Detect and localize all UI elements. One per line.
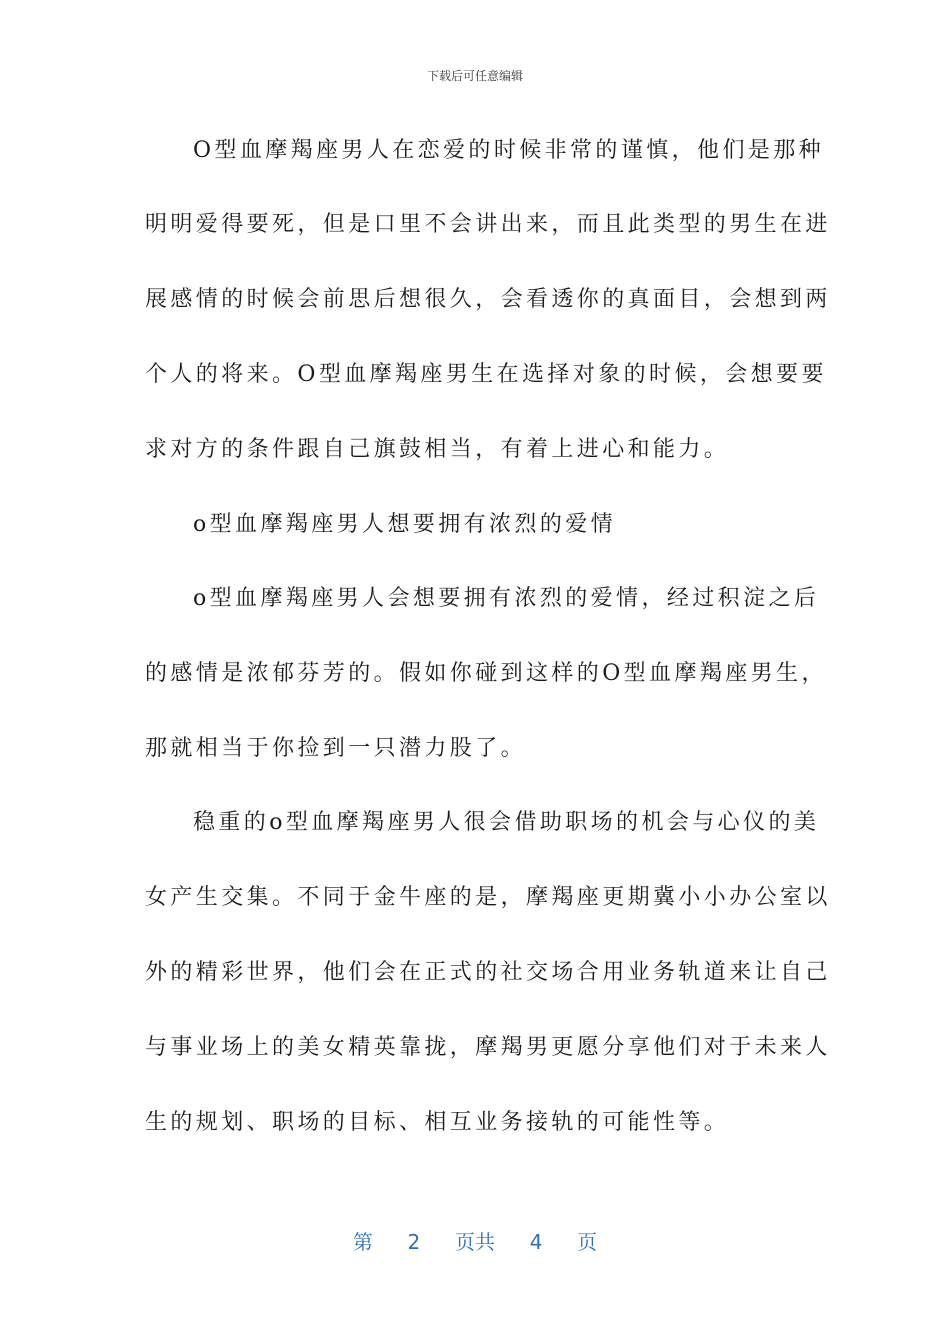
paragraph-1-line-4: 个人的将来。O型血摩羯座男生在选择对象的时候，会想要要 <box>145 362 827 387</box>
footer-total-pages: 4 <box>529 1230 543 1254</box>
paragraph-2-line-3: 那就相当于你捡到一只潜力股了。 <box>145 736 527 761</box>
paragraph-2-line-2: 的感情是浓郁芬芳的。假如你碰到这样的O型血摩羯座男生， <box>145 661 827 686</box>
paragraph-3-line-1: 稳重的o型血摩羯座男人很会借助职场的机会与心仪的美 <box>193 810 820 835</box>
paragraph-3-line-4: 与事业场上的美女精英靠拢，摩羯男更愿分享他们对于未来人 <box>145 1035 831 1060</box>
footer-suffix: 页 <box>577 1230 598 1254</box>
paragraph-2-line-1: o型血摩羯座男人会想要拥有浓烈的爱情，经过积淀之后 <box>193 586 820 611</box>
paragraph-1-line-3: 展感情的时候会前思后想很久，会看透你的真面目，会想到两 <box>145 287 831 312</box>
paragraph-3-line-3: 外的精彩世界，他们会在正式的社交场合用业务轨道来让自己 <box>145 960 831 985</box>
footer-middle: 页共 <box>455 1230 495 1254</box>
paragraph-1-line-1: O型血摩羯座男人在恋爱的时候非常的谨慎，他们是那种 <box>193 138 825 163</box>
header-note: 下载后可任意编辑 <box>426 69 523 83</box>
footer-current-page: 2 <box>407 1230 421 1254</box>
paragraph-3-line-2: 女产生交集。不同于金牛座的是，摩羯座更期冀小小办公室以 <box>145 885 831 910</box>
page-footer <box>0 1226 950 1255</box>
footer-prefix: 第 <box>352 1230 373 1254</box>
paragraph-1-line-5: 求对方的条件跟自己旗鼓相当，有着上进心和能力。 <box>145 437 730 462</box>
paragraph-3-line-5: 生的规划、职场的目标、相互业务接轨的可能性等。 <box>145 1110 730 1135</box>
paragraph-1-line-2: 明明爱得要死，但是口里不会讲出来，而且此类型的男生在进 <box>145 212 831 237</box>
section-heading: o型血摩羯座男人想要拥有浓烈的爱情 <box>193 512 617 537</box>
